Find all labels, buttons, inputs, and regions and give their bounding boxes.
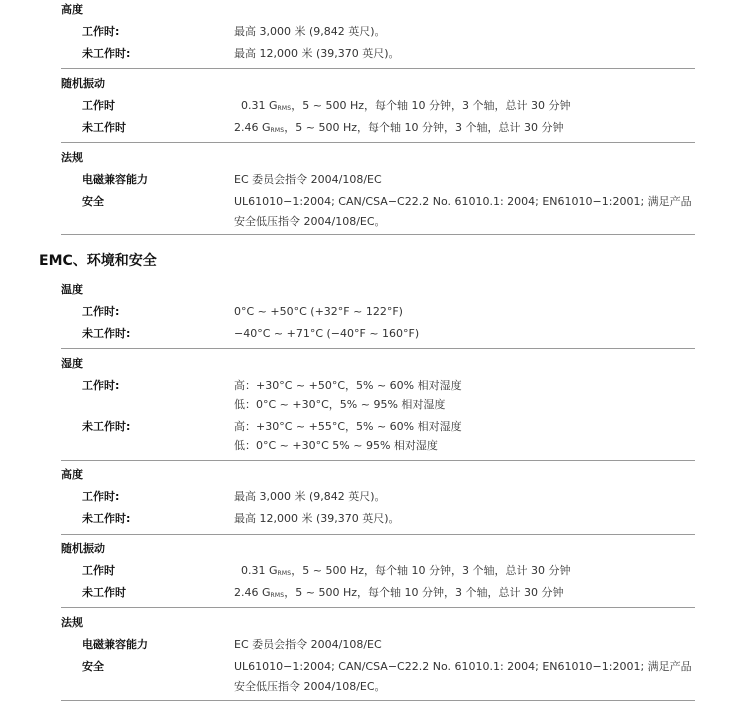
temperature-op-value: 0°C ~ +50°C (+32°F ~ 122°F): [234, 305, 403, 318]
vibration-nonop-value: 2.46 $G_{RMS}$，5 ~ 500 Hz，每个轴 10 分钟，3 个轴，总计 30 分钟: [234, 586, 564, 599]
divider: [61, 534, 695, 535]
divider: [61, 607, 695, 608]
altitude-title: 高度: [61, 3, 83, 16]
safety-value: UL61010−1:2004; CAN/CSA−C22.2 No. 61010.1: 2004; EN61010−1:2001; 满足产品安全低压指令 2004/108/EC。: [234, 660, 692, 693]
temperature-nonop-value: −40°C ~ +71°C (−40°F ~ 160°F): [234, 327, 420, 340]
section-heading: EMC、环境和安全: [39, 253, 157, 269]
humidity-nonop-line2: 低：0°C ~ +30°C 5% ~ 95% 相对湿度: [234, 439, 438, 452]
humidity-op-line1: 高：+30°C ~ +50°C，5% ~ 60% 相对湿度: [234, 379, 462, 392]
vibration-title: 随机振动: [61, 77, 105, 90]
emc-value: EC 委员会指令 2004/108/EC: [234, 638, 382, 651]
altitude-op-label: 工作时:: [82, 490, 120, 503]
divider: [61, 460, 695, 461]
vibration-nonop-label: 未工作时: [82, 586, 126, 599]
divider: [61, 348, 695, 349]
altitude-nonop-label: 未工作时:: [82, 512, 131, 525]
humidity-title: 湿度: [61, 357, 83, 370]
safety-value: UL61010−1:2004; CAN/CSA−C22.2 No. 61010.1: 2004; EN61010−1:2001; 满足产品安全低压指令 2004/108/EC。: [234, 195, 692, 228]
vibration-title: 随机振动: [61, 542, 105, 555]
regulatory-title: 法规: [61, 616, 83, 629]
humidity-nonop-line1: 高：+30°C ~ +55°C，5% ~ 60% 相对湿度: [234, 420, 462, 433]
altitude-op-label: 工作时:: [82, 25, 120, 38]
altitude-nonop-value: 最高 12,000 米 (39,370 英尺)。: [234, 47, 400, 60]
vibration-nonop-value: 2.46 $G_{RMS}$，5 ~ 500 Hz，每个轴 10 分钟，3 个轴，总计 30 分钟: [234, 121, 564, 134]
vibration-op-label: 工作时: [82, 564, 115, 577]
altitude-title: 高度: [61, 468, 83, 481]
altitude-nonop-value: 最高 12,000 米 (39,370 英尺)。: [234, 512, 400, 525]
divider: [61, 142, 695, 143]
altitude-op-value: 最高 3,000 米 (9,842 英尺)。: [234, 490, 386, 503]
altitude-nonop-label: 未工作时:: [82, 47, 131, 60]
emc-label: 电磁兼容能力: [82, 173, 148, 186]
safety-label: 安全: [82, 660, 104, 673]
emc-value: EC 委员会指令 2004/108/EC: [234, 173, 382, 186]
vibration-op-value: 0.31 $G_{RMS}$，5 ~ 500 Hz，每个轴 10 分钟，3 个轴，总计 30 分钟: [241, 564, 571, 577]
temperature-op-label: 工作时:: [82, 305, 120, 318]
temperature-nonop-label: 未工作时:: [82, 327, 131, 340]
humidity-nonop-label: 未工作时:: [82, 420, 131, 433]
temperature-title: 温度: [61, 283, 83, 296]
regulatory-title: 法规: [61, 151, 83, 164]
emc-label: 电磁兼容能力: [82, 638, 148, 651]
vibration-op-label: 工作时: [82, 99, 115, 112]
divider: [61, 234, 695, 235]
vibration-op-value: 0.31 $G_{RMS}$，5 ~ 500 Hz，每个轴 10 分钟，3 个轴，总计 30 分钟: [241, 99, 571, 112]
humidity-op-line2: 低：0°C ~ +30°C，5% ~ 95% 相对湿度: [234, 398, 446, 411]
divider: [61, 700, 695, 701]
divider: [61, 68, 695, 69]
safety-label: 安全: [82, 195, 104, 208]
vibration-nonop-label: 未工作时: [82, 121, 126, 134]
altitude-op-value: 最高 3,000 米 (9,842 英尺)。: [234, 25, 386, 38]
humidity-op-label: 工作时:: [82, 379, 120, 392]
